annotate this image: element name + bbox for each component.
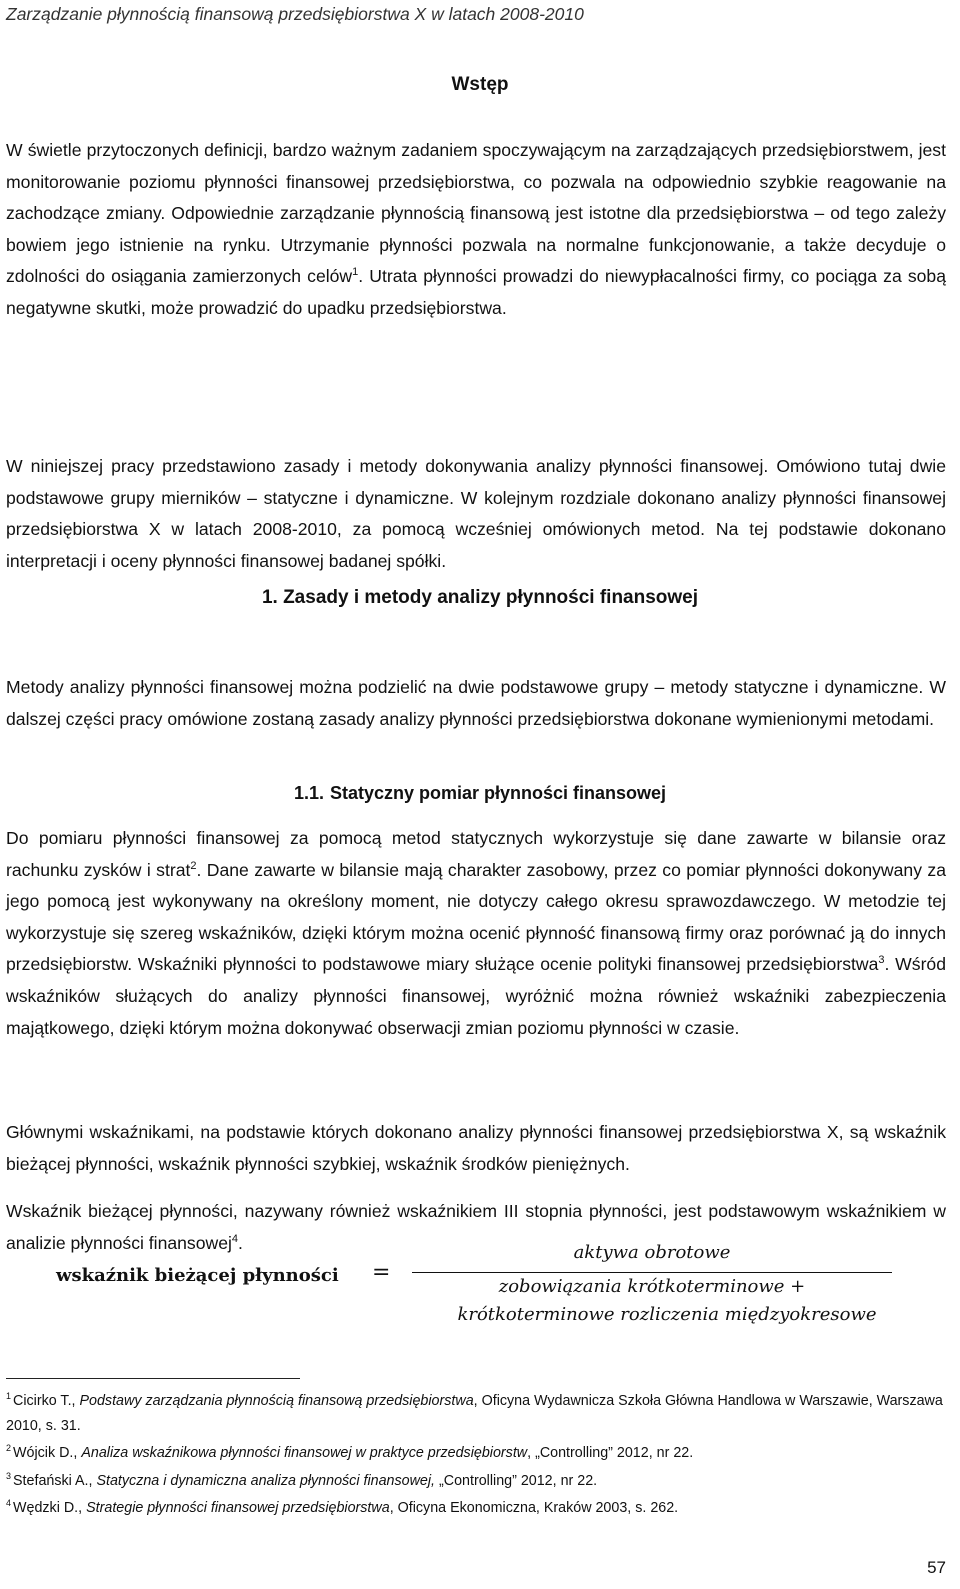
text-run: . Dane zawarte w bilansie mają charakter zasobowy, przez co pomiar płynności dokonywany za jego pomocą jest wykonywany na określony moment, nie dotyczy całego okresu sprawozdawczego. W metodzie tej wykorzystuje się szereg wskaźników, dzięki którym można ocenić płynność finansową firmy oraz porównać ją do innych przedsiębiorstw. Wskaźniki płynności to podstawowe miary służące ocenie polityki finansowej przedsiębiorstwa <box>6 859 946 975</box>
text-run: . <box>238 1232 243 1253</box>
footnote-author: Wędzki D., <box>13 1500 87 1516</box>
footnote-title: Strategie płynności finansowej przedsiębiorstwa <box>86 1500 390 1516</box>
text-run: Wskaźnik bieżącej płynności, nazywany również wskaźnikiem III stopnia płynności, jest podstawowym wskaźnikiem w analizie płynności finansowej <box>6 1201 946 1253</box>
footnote-rest: „Controlling” 2012, nr 22. <box>435 1472 598 1489</box>
formula-equals: = <box>372 1260 391 1285</box>
text-run: W świetle przytoczonych definicji, bardzo ważnym zadaniem spoczywającym na zarządzających przedsiębiorstwem, jest monitorowanie poziomu płynności finansowej przedsiębiorstwa, co pozwala na odpowiednio szybkie reagowanie na zachodzące zmiany. Odpowiednie zarządzanie płynnością finansową jest istotne dla przedsiębiorstwa – od tego zależy bowiem jego istnienie na rynku. Utrzymanie płynności pozwala na normalne funkcjonowanie, a także decyduje o zdolności do osiągania zamierzonych celów <box>6 140 946 287</box>
text-run: Do pomiaru płynności finansowej za pomocą metod statycznych wykorzystuje się dane zawarte w bilansie oraz rachunku zysków i strat <box>6 828 946 880</box>
section-heading-1: 1. Zasady i metody analizy płynności finansowej <box>261 587 699 608</box>
formula-current-ratio <box>0 1242 960 1332</box>
footnotes <box>6 1389 946 1524</box>
text-run: . Utrata płynności prowadzi do niewypłacalności firmy, co pociąga za sobą negatywne skutki, może prowadzić do upadku przedsiębiorstwa. <box>6 266 946 318</box>
footnote-number: 2 <box>6 1443 12 1454</box>
footnote-ref[interactable]: 4 <box>231 1232 239 1245</box>
running-header: Zarządzanie płynnością finansową przedsiębiorstwa X w latach 2008-2010 <box>6 4 584 24</box>
subsection-title: Statyczny pomiar płynności finansowej <box>329 783 667 803</box>
subsection-number: 1.1. <box>293 783 324 803</box>
footnote-3 <box>6 1469 946 1494</box>
footnote-rest: , „Controlling” 2012, nr 22. <box>527 1445 694 1461</box>
subsection-heading-1-1 <box>0 783 960 804</box>
formula-numerator: aktywa obrotowe <box>573 1242 731 1263</box>
footnote-ref[interactable]: 2 <box>190 859 197 872</box>
footnote-4 <box>6 1496 946 1521</box>
footnote-ref[interactable]: 3 <box>878 954 885 967</box>
footnote-separator <box>6 1378 300 1379</box>
formula-denominator-line1: zobowiązania krótkoterminowe + <box>498 1276 806 1297</box>
footnote-number: 1 <box>6 1391 12 1402</box>
formula-denominator-line2: krótkoterminowe rozliczenia międzyokresowe <box>457 1304 877 1325</box>
paragraph-section11-1 <box>6 823 946 1044</box>
footnote-author: Stefański A., <box>13 1472 97 1489</box>
footnote-ref[interactable]: 1 <box>352 266 359 279</box>
text-run: . Wśród wskaźników służących do analizy płynności finansowej, wyróżnić można również wskaźniki zabezpieczenia majątkowego, dzięki którym można dokonywać obserwacji zmian poziomu płynności w czasie. <box>6 954 946 1038</box>
footnote-2 <box>6 1441 946 1466</box>
section-heading-intro: Wstęp <box>451 74 509 95</box>
footnote-title: Podstawy zarządzania płynnością finansową przedsiębiorstwa <box>79 1393 474 1409</box>
formula-lhs: wskaźnik bieżącej płynności <box>56 1265 339 1286</box>
paragraph-section1: Metody analizy płynności finansowej można podzielić na dwie podstawowe grupy – metody statyczne i dynamiczne. W dalszej części pracy omówione zostaną zasady analizy płynności przedsiębiorstwa dokonane wymienionymi metodami. <box>6 677 946 729</box>
fraction-bar <box>412 1272 892 1273</box>
page-number: 57 <box>927 1558 946 1577</box>
paragraph-intro-1 <box>6 135 946 325</box>
paragraph-section11-2: Głównymi wskaźnikami, na podstawie których dokonano analizy płynności finansowej przedsiębiorstwa X, są wskaźnik bieżącej płynności, wskaźnik płynności szybkiej, wskaźnik środków pieniężnych. <box>6 1122 946 1174</box>
footnote-rest: , Oficyna Wydawnicza Szkoła Główna Handlowa w Warszawie, Warszawa 2010, s. 31. <box>6 1393 943 1434</box>
footnote-1 <box>6 1389 946 1438</box>
paragraph-intro-2: W niniejszej pracy przedstawiono zasady i metody dokonywania analizy płynności finansowej. Omówiono tutaj dwie podstawowe grupy mierników – statyczne i dynamiczne. W kolejnym rozdziale dokonano analizy płynności finansowej przedsiębiorstwa X w latach 2008-2010, za pomocą wcześniej omówionych metod. Na tej podstawie dokonano interpretacji i oceny płynności finansowej badanej spółki. <box>6 456 946 571</box>
footnote-rest: , Oficyna Ekonomiczna, Kraków 2003, s. 262. <box>389 1500 679 1516</box>
footnote-number: 3 <box>6 1470 12 1481</box>
footnote-author: Cicirko T., <box>13 1393 80 1409</box>
footnote-title: Statyczna i dynamiczna analiza płynności finansowej, <box>96 1472 436 1489</box>
footnote-title: Analiza wskaźnikowa płynności finansowej w praktyce przedsiębiorstw <box>81 1445 528 1461</box>
footnote-number: 4 <box>6 1498 12 1509</box>
footnote-author: Wójcik D., <box>13 1445 82 1461</box>
